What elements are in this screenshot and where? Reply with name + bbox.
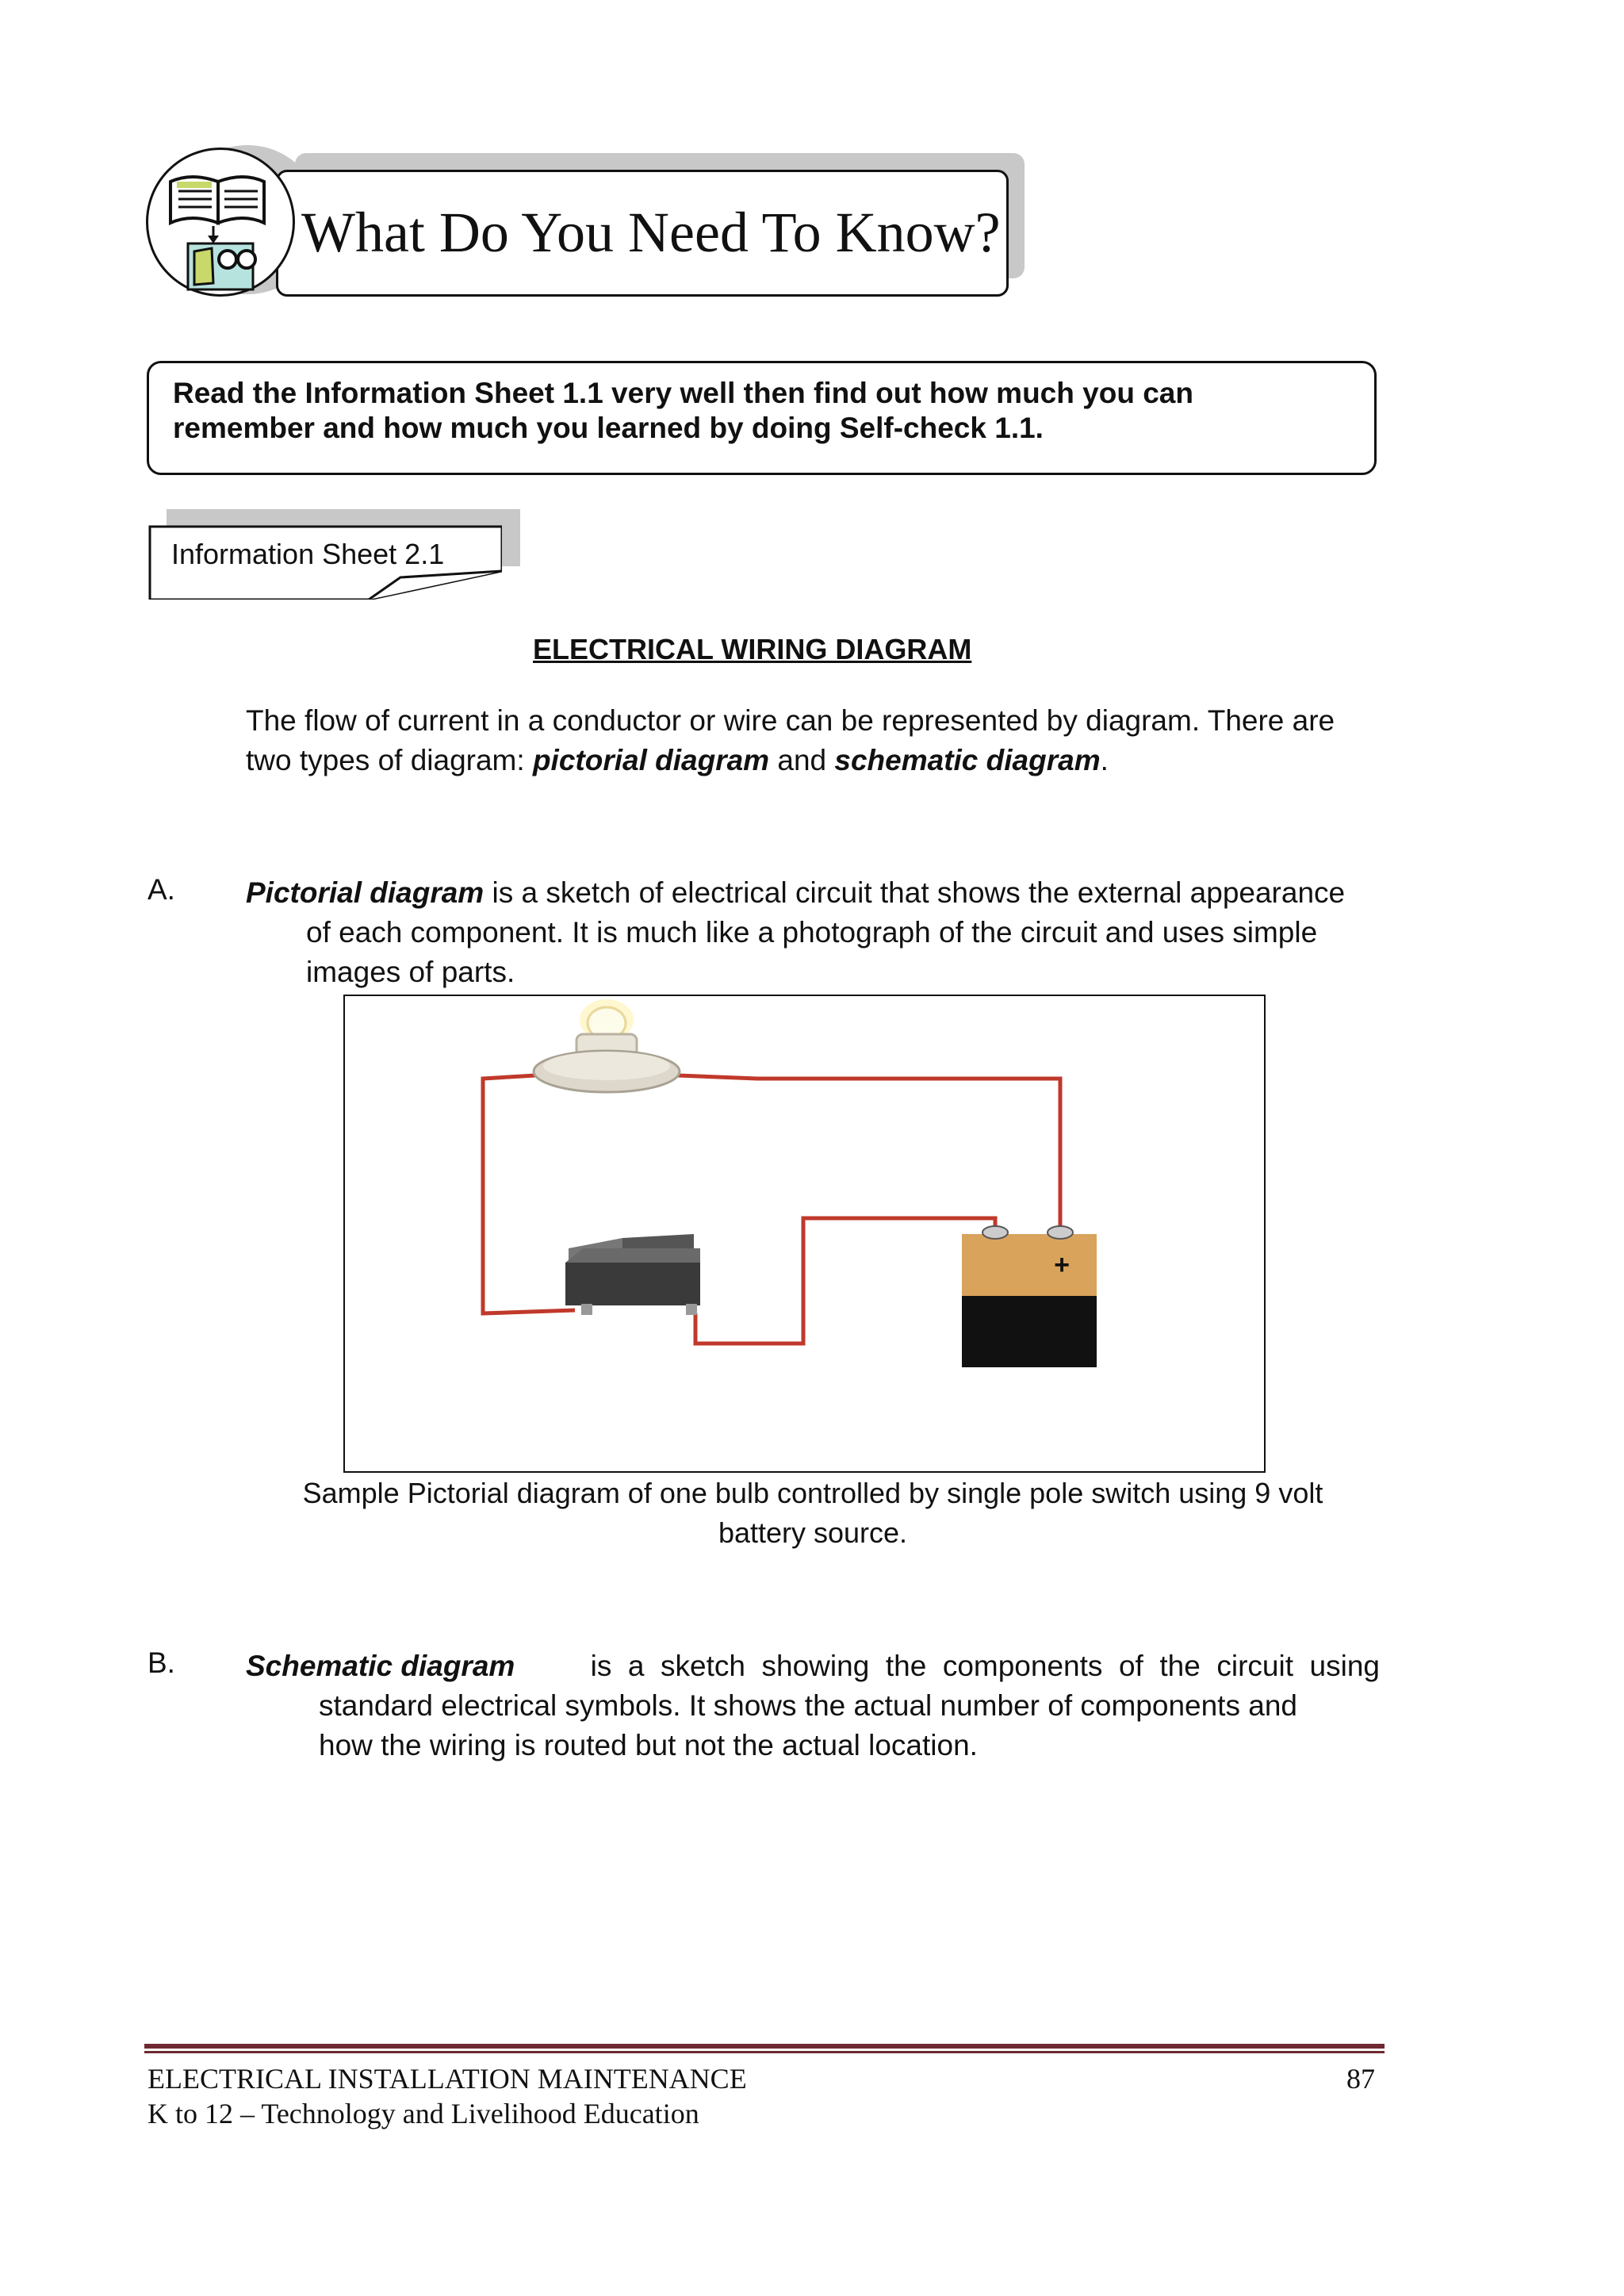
footer-rule: [144, 2044, 1385, 2049]
footer-rule-thin: [144, 2051, 1385, 2053]
footer-course: ELECTRICAL INSTALLATION MAINTENANCE: [147, 2063, 747, 2095]
item-b-line-1-rest: is a sketch showing the components of the circuit using: [590, 1650, 1380, 1682]
light-bulb-icon: [534, 999, 680, 1092]
intro-line-1: The flow of current in a conductor or wire can be represented by diagram. There are: [246, 704, 1335, 737]
item-b-letter: B.: [147, 1646, 175, 1679]
item-b-line-3: how the wiring is routed but not the actual location.: [319, 1729, 978, 1761]
page-title: What Do You Need To Know?: [301, 201, 1001, 264]
book-reader-icon: [146, 148, 295, 297]
caption-line-1: Sample Pictorial diagram of one bulb controlled by single pole switch using 9 volt: [302, 1477, 1323, 1509]
item-a-line-2: of each component. It is much like a photograph of the circuit and uses simple: [306, 916, 1318, 949]
page-number: 87: [1346, 2063, 1375, 2095]
intro-end: .: [1100, 744, 1109, 776]
item-b-line-1: [246, 1646, 1380, 1686]
item-b-term: Schematic diagram: [246, 1650, 515, 1682]
term-pictorial: pictorial diagram: [532, 744, 770, 776]
pictorial-diagram: [343, 995, 1266, 1473]
diagram-caption: [262, 1474, 1364, 1553]
battery-icon: [962, 1226, 1097, 1367]
item-a-letter: A.: [147, 873, 175, 906]
intro-paragraph: [246, 701, 1380, 780]
item-a-line-1: [246, 873, 1380, 913]
info-sheet-label: Information Sheet 2.1: [171, 538, 445, 570]
item-b-line-2: standard electrical symbols. It shows the actual number of components and: [319, 1689, 1297, 1722]
item-a-line-1-rest: is a sketch of electrical circuit that shows the external appearance: [484, 876, 1346, 909]
intro-line-2-start: two types of diagram:: [246, 744, 533, 776]
switch-icon: [565, 1234, 700, 1315]
battery-plus-label: +: [1054, 1250, 1070, 1280]
caption-line-2: battery source.: [718, 1516, 908, 1549]
item-a-term: Pictorial diagram: [246, 876, 485, 909]
instruction-line-2: remember and how much you learned by doing Self-check 1.1.: [173, 412, 1044, 444]
term-schematic: schematic diagram: [834, 744, 1101, 776]
instruction-text: [173, 376, 1346, 446]
instruction-line-1: Read the Information Sheet 1.1 very well then find out how much you can: [173, 377, 1193, 409]
section-heading: ELECTRICAL WIRING DIAGRAM: [533, 633, 972, 665]
intro-and: and: [769, 744, 835, 776]
item-a-line-3: images of parts.: [306, 956, 515, 988]
footer-program: K to 12 – Technology and Livelihood Education: [147, 2098, 699, 2129]
intro-line-2: [246, 741, 1380, 780]
